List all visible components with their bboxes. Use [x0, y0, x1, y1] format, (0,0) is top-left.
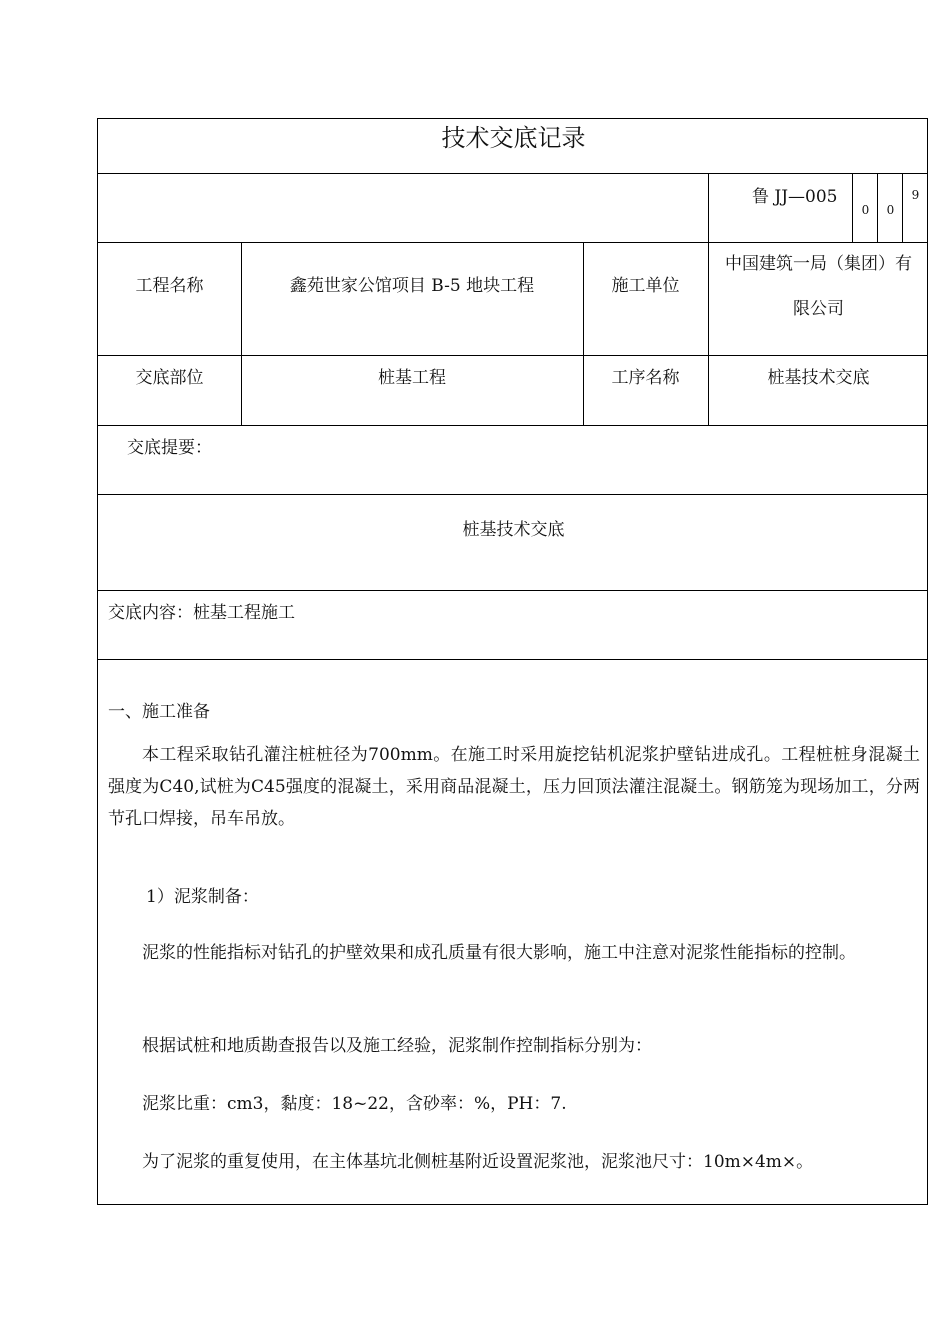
project-name-value: 鑫苑世家公馆项目 B-5 地块工程: [289, 276, 535, 296]
row-divider: [98, 355, 927, 356]
process-value: 桩基技术交底: [767, 368, 870, 388]
process-label: 工序名称: [611, 368, 680, 388]
code-digit: 9: [911, 188, 920, 202]
row-divider: [98, 425, 927, 426]
section-heading: 一、施工准备: [108, 702, 210, 722]
row-divider: [98, 173, 927, 174]
summary-text: 桩基技术交底: [462, 520, 565, 540]
construction-unit-value: 限公司: [793, 299, 844, 319]
part-value: 桩基工程: [378, 368, 446, 388]
technical-disclosure-form: [97, 118, 928, 1205]
column-divider: [241, 242, 242, 425]
code-digit: 0: [886, 203, 895, 217]
body-paragraph: 泥浆比重：cm3，黏度：18~22，含砂率：%，PH：7.: [142, 1094, 567, 1114]
column-divider: [583, 242, 584, 425]
row-divider: [98, 242, 927, 243]
body-paragraph: 本工程采取钻孔灌注桩桩径为700mm。在施工时采用旋挖钻机泥浆护壁钻进成孔。工程桩桩身混凝土强度为C40,试桩为C45强度的混凝土，采用商品混凝土，压力回顶法灌注混凝土。钢筋笼为现场加工，分两节孔口焊接，吊车吊放。: [108, 745, 920, 829]
body-paragraph: 为了泥浆的重复使用，在主体基坑北侧桩基附近设置泥浆池，泥浆池尺寸：10m×4m×。: [142, 1152, 814, 1172]
form-code: 鲁 JJ—005: [752, 187, 838, 207]
part-label: 交底部位: [135, 368, 204, 388]
construction-unit-label: 施工单位: [611, 276, 680, 296]
construction-unit-value: 中国建筑一局（集团）有: [725, 254, 912, 274]
body-paragraph: 根据试桩和地质勘查报告以及施工经验，泥浆制作控制指标分别为：: [142, 1036, 652, 1056]
column-divider: [708, 173, 709, 242]
row-divider: [98, 494, 927, 495]
subsection-heading: 1）泥浆制备：: [146, 887, 259, 907]
content-label: 交底内容：桩基工程施工: [108, 603, 295, 623]
body-paragraph: 泥浆的性能指标对钻孔的护壁效果和成孔质量有很大影响，施工中注意对泥浆性能指标的控制。: [142, 943, 856, 963]
row-divider: [98, 659, 927, 660]
project-name-label: 工程名称: [135, 276, 204, 296]
row-divider: [98, 590, 927, 591]
form-title: 技术交底记录: [441, 124, 586, 152]
code-digit: 0: [861, 203, 870, 217]
summary-label: 交底提要：: [127, 438, 212, 458]
